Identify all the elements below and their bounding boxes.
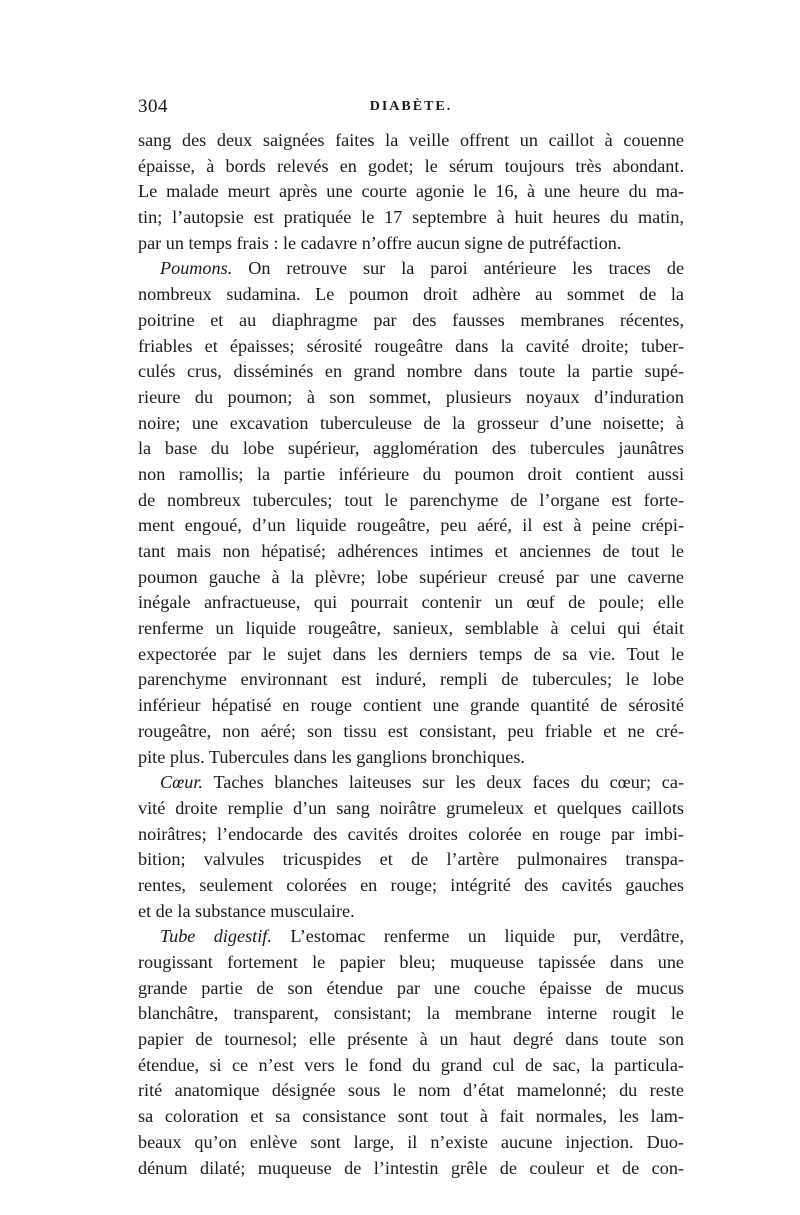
line-text: expectorée par le sujet dans les derniers temps de sa vie. Tout le	[138, 643, 684, 664]
text-line	[138, 847, 684, 873]
text-line	[138, 590, 684, 616]
line-text: Taches blanches laiteuses sur les deux faces du cœur; ca-	[213, 772, 685, 793]
line-text: poitrine et au diaphragme par des fausses membranes récentes,	[138, 309, 684, 330]
section-heading: Poumons.	[160, 258, 233, 279]
line-text: sa coloration et sa consistance sont tout à fait normales, les lam-	[138, 1106, 684, 1127]
line-text: papier de tournesol; elle présente à un haut degré dans toute son	[138, 1029, 684, 1050]
line-text: rentes, seulement colorées en rouge; intégrité des cavités gauches	[138, 874, 684, 895]
text-line	[138, 950, 684, 976]
line-text: Le malade meurt après une courte agonie le 16, à une heure du ma-	[138, 181, 684, 202]
text-line	[138, 796, 684, 822]
text-line	[138, 128, 684, 154]
line-text: On retrouve sur la paroi antérieure les traces de	[248, 258, 685, 279]
text-line	[138, 1053, 684, 1079]
section-heading: Tube digestif.	[160, 926, 272, 947]
line-text: bition; valvules tricuspides et de l’artère pulmonaires transpa-	[138, 849, 684, 870]
line-text: noire; une excavation tuberculeuse de la grosseur d’une noisette; à	[138, 412, 684, 433]
line-text: pite plus. Tubercules dans les ganglions bronchiques.	[138, 746, 525, 767]
text-line	[138, 513, 684, 539]
text-line	[138, 179, 684, 205]
text-line	[138, 565, 684, 591]
text-line	[138, 385, 684, 411]
text-line	[138, 616, 684, 642]
line-text: dénum dilaté; muqueuse de l’intestin grêle de couleur et de con-	[138, 1157, 684, 1178]
line-text: rougeâtre, non aéré; son tissu est consistant, peu friable et ne cré-	[138, 720, 684, 741]
text-line	[138, 231, 684, 257]
line-text: ment engoué, d’un liquide rougeâtre, peu aéré, il est à peine crépi-	[138, 515, 684, 536]
text-line	[138, 462, 684, 488]
page-number: 304	[138, 96, 168, 117]
text-line	[138, 667, 684, 693]
line-text: blanchâtre, transparent, consistant; la membrane interne rougit le	[138, 1003, 684, 1024]
text-line	[138, 488, 684, 514]
body-text	[138, 128, 684, 1181]
line-text: inégale anfractueuse, qui pourrait contenir un œuf de poule; elle	[138, 592, 684, 613]
section-first-line	[138, 256, 684, 282]
text-line	[138, 899, 684, 925]
text-line	[138, 873, 684, 899]
line-text: tant mais non hépatisé; adhérences intimes et anciennes de tout le	[138, 541, 684, 561]
line-text: poumon gauche à la plèvre; lobe supérieur creusé par une caverne	[138, 566, 684, 587]
line-text: épaisse, à bords relevés en godet; le sérum toujours très abondant.	[138, 155, 684, 176]
text-line	[138, 154, 684, 180]
line-text: rougissant fortement le papier bleu; muqueuse tapissée dans une	[138, 952, 684, 972]
page-header	[138, 96, 684, 124]
line-text: culés crus, disséminés en grand nombre dans toute la partie supé-	[138, 361, 684, 382]
text-line	[138, 745, 684, 771]
line-text: étendue, si ce n’est vers le fond du grand cul de sac, la particula-	[138, 1054, 684, 1075]
section-heading: Cœur.	[160, 772, 203, 793]
line-text: rieure du poumon; à son sommet, plusieurs noyaux d’induration	[138, 386, 684, 407]
line-text: sang des deux saignées faites la veille offrent un caillot à couenne	[138, 130, 684, 150]
line-text: tin; l’autopsie est pratiquée le 17 septembre à huit heures du matin,	[138, 207, 684, 228]
text-line	[138, 308, 684, 334]
text-line	[138, 205, 684, 231]
section-first-line	[138, 924, 684, 950]
line-text: par un temps frais : le cadavre n’offre aucun signe de putréfaction.	[138, 232, 622, 253]
line-text: rité anatomique désignée sous le nom d’état mamelonné; du reste	[138, 1080, 684, 1101]
running-head: DIABÈTE.	[369, 99, 453, 114]
text-line	[138, 1001, 684, 1027]
text-line	[138, 1156, 684, 1182]
line-text: inférieur hépatisé en rouge contient une grande quantité de sérosité	[138, 695, 684, 716]
line-text: de nombreux tubercules; tout le parenchyme de l’organe est forte-	[138, 489, 684, 510]
line-text: beaux qu’on enlève sont large, il n’existe aucune injection. Duo-	[138, 1131, 684, 1152]
text-line	[138, 976, 684, 1002]
text-line	[138, 642, 684, 668]
line-text: renferme un liquide rougeâtre, sanieux, semblable à celui qui était	[138, 618, 684, 639]
text-line	[138, 411, 684, 437]
line-text: noirâtres; l’endocarde des cavités droites colorée en rouge par imbi-	[138, 823, 684, 844]
text-line	[138, 1104, 684, 1130]
line-text: grande partie de son étendue par une couche épaisse de mucus	[138, 977, 684, 998]
text-line	[138, 1027, 684, 1053]
text-line	[138, 282, 684, 308]
text-line	[138, 539, 684, 565]
line-text: non ramollis; la partie inférieure du poumon droit contient aussi	[138, 463, 684, 484]
text-line	[138, 1078, 684, 1104]
text-line	[138, 693, 684, 719]
text-line	[138, 359, 684, 385]
line-text: et de la substance musculaire.	[138, 900, 355, 921]
line-text: L’estomac renferme un liquide pur, verdâtre,	[290, 926, 685, 947]
text-line	[138, 334, 684, 360]
line-text: friables et épaisses; sérosité rougeâtre dans la cavité droite; tuber-	[138, 335, 684, 356]
text-line	[138, 436, 684, 462]
line-text: nombreux sudamina. Le poumon droit adhère au sommet de la	[138, 284, 684, 305]
text-line	[138, 1130, 684, 1156]
text-line	[138, 822, 684, 848]
section-first-line	[138, 770, 684, 796]
line-text: parenchyme environnant est induré, rempli de tubercules; le lobe	[138, 669, 684, 690]
text-line	[138, 719, 684, 745]
line-text: vité droite remplie d’un sang noirâtre grumeleux et quelques caillots	[138, 797, 684, 818]
line-text: la base du lobe supérieur, agglomération des tubercules jaunâtres	[138, 438, 684, 459]
